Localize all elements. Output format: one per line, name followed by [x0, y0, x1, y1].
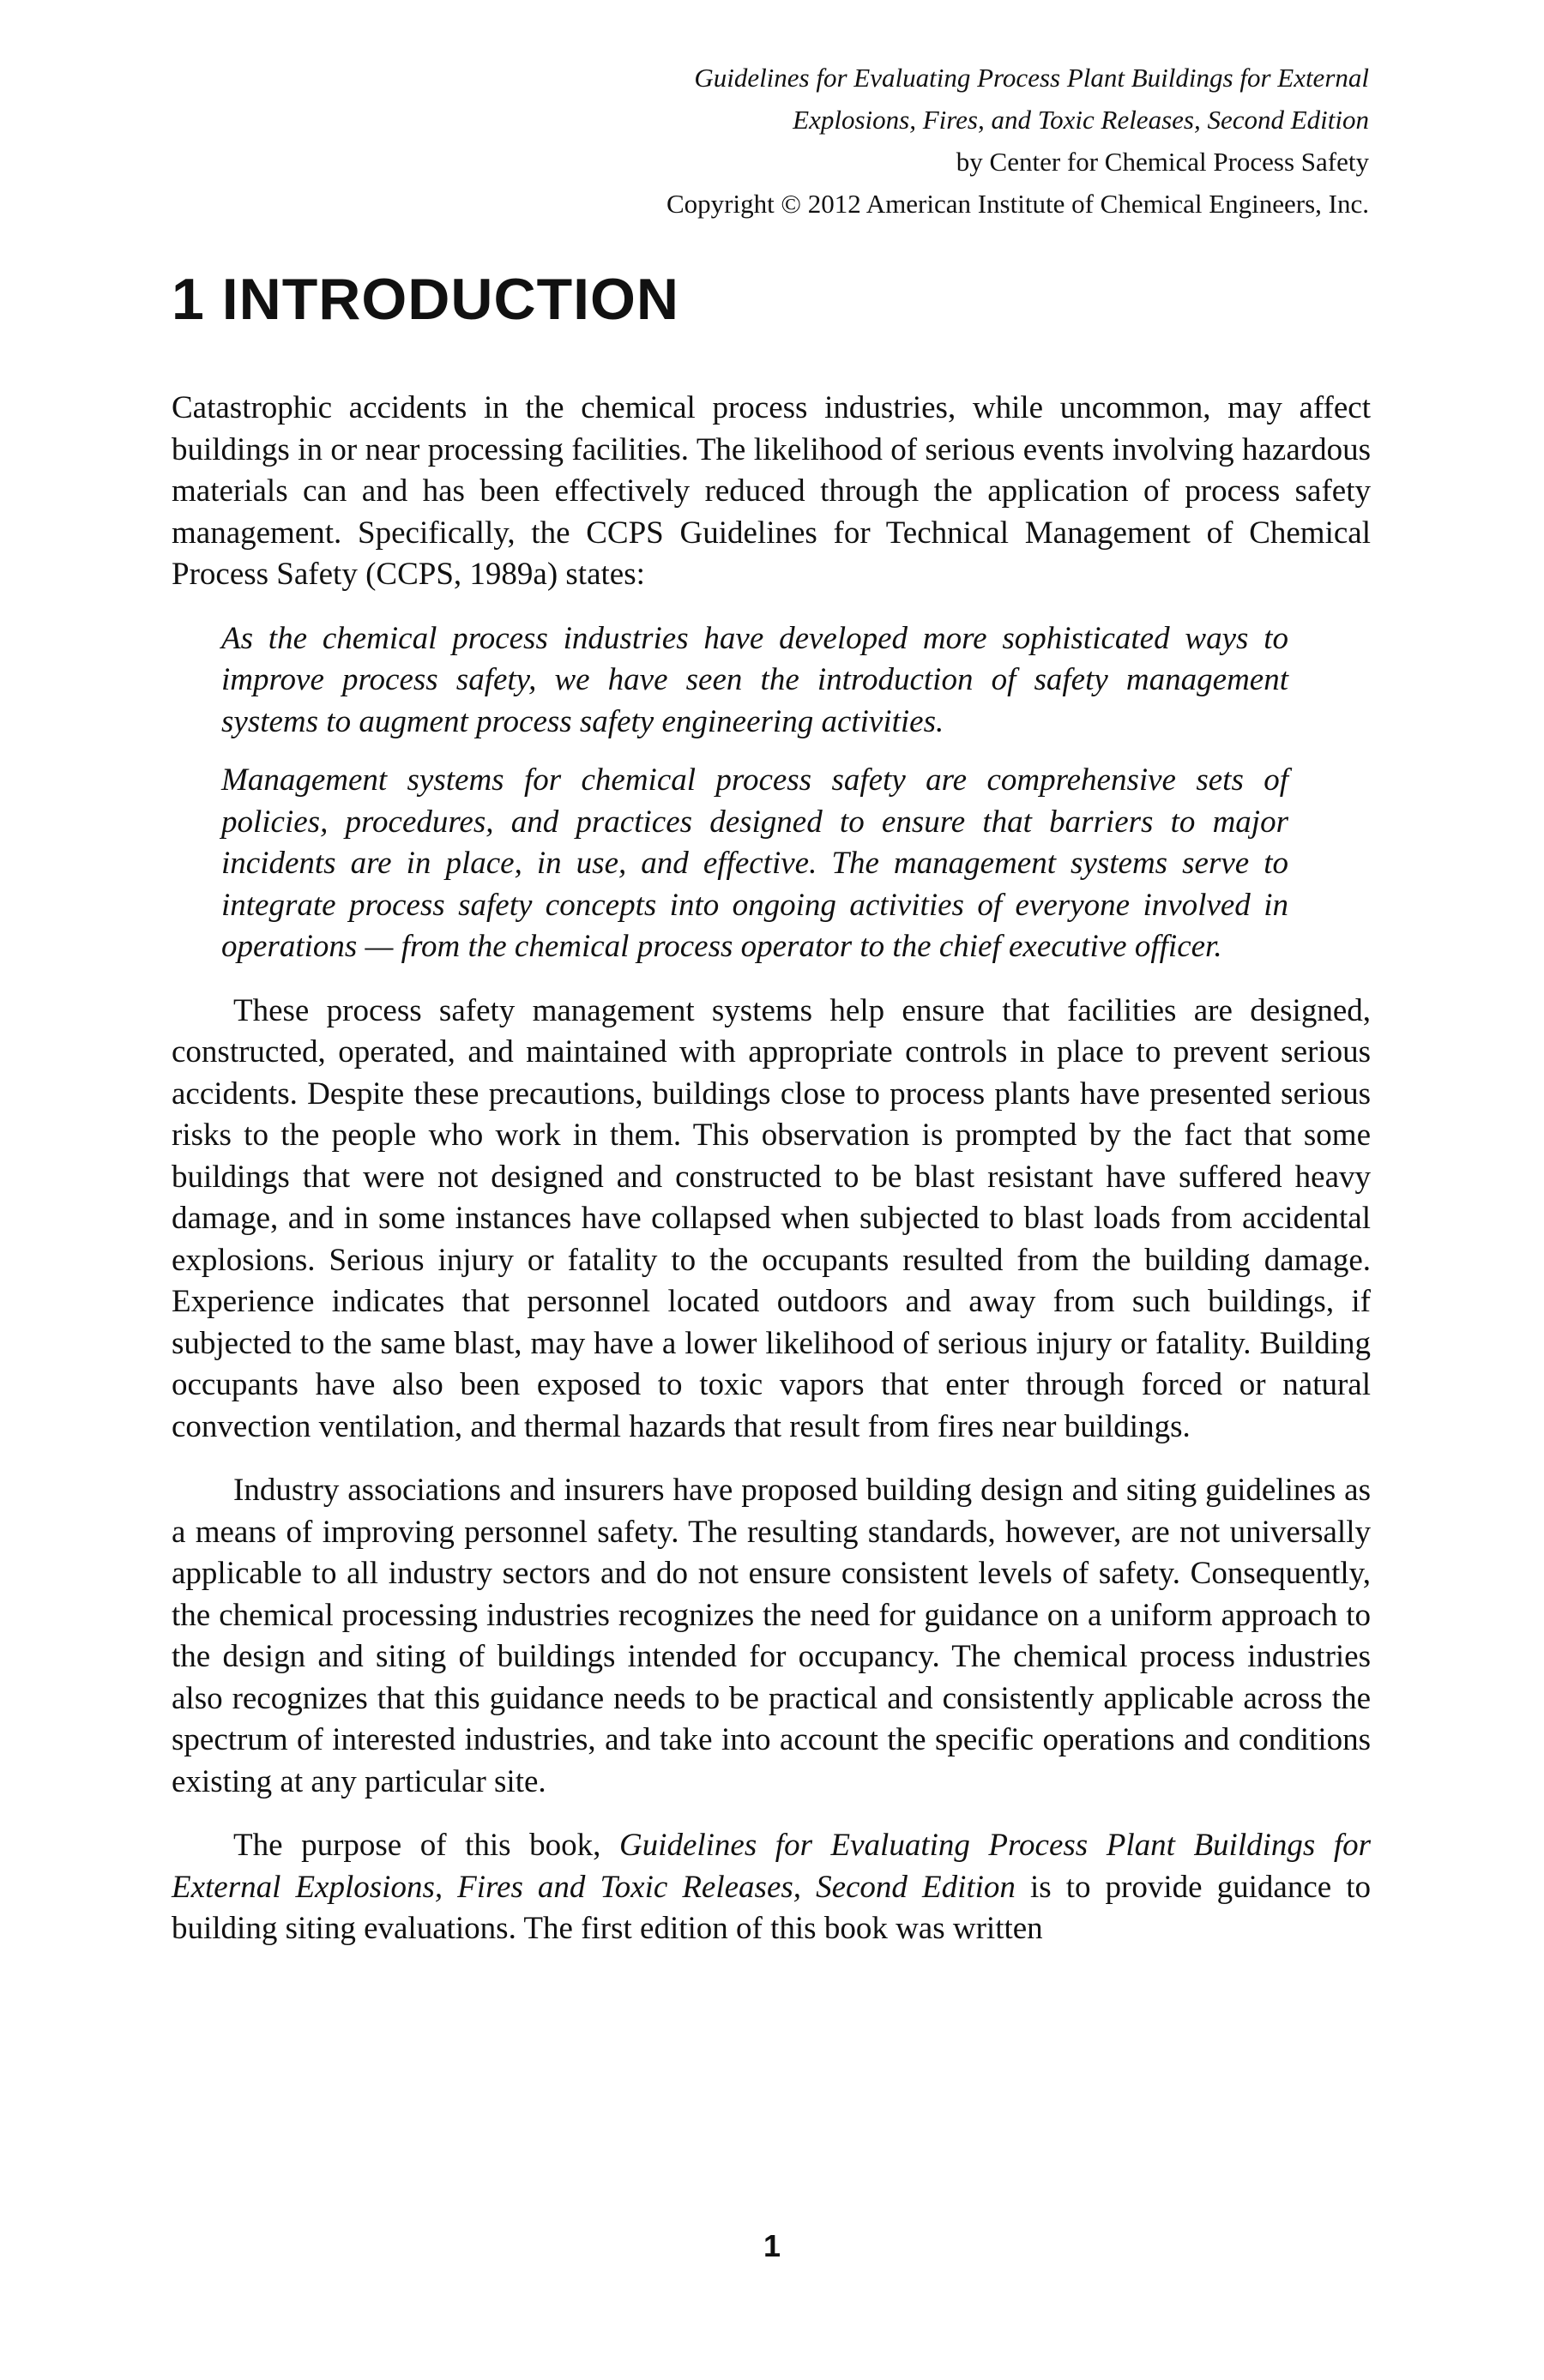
purpose-book-title: Guidelines for Evaluating Process Plant Buildings for External Explosions, Fires and Toxic Releases, Second Edition [172, 1828, 1372, 1905]
quote-paragraph-2: Management systems for chemical process safety are comprehensive sets of policies, procedures, and practices designed to ensure that barriers to major incidents are in place, in use, and effective. The management systems serve to integrate process safety concepts into ongoing activities of everyone involved in operations — from the chemical process operator to the chief executive officer. [221, 762, 1288, 964]
paragraph-purpose [172, 1825, 1371, 1950]
purpose-text-start: The purpose of this book, [233, 1828, 619, 1863]
running-header [340, 57, 1369, 225]
page-number: 1 [763, 2228, 781, 2263]
paragraph-safety-systems: These process safety management systems help ensure that facilities are designed, constructed, operated, and maintained with appropriate controls in place to prevent serious accidents. Despite these precautions, buildings close to process plants have presented serious risks to the people who work in them. This observation is prompted by the fact that some buildings that were not designed and constructed to be blast resistant have suffered heavy damage, and in some instances have collapsed when subjected to blast loads from accidental explosions. Serious injury or fatality to the occupants resulted from the building damage. Experience indicates that personnel located outdoors and away from such buildings, if subjected to the same blast, may have a lower likelihood of serious injury or fatality. Building occupants have also been exposed to toxic vapors that enter through forced or natural convection ventilation, and thermal hazards that result from fires near buildings. [172, 992, 1371, 1444]
block-quote [221, 618, 1288, 968]
quote-paragraph-1: As the chemical process industries have developed more sophisticated ways to improve process safety, we have seen the introduction of safety management systems to augment process safety engineering activities. [221, 620, 1288, 739]
purpose-text-end: is to provide guidance to building siting evaluations. The first edition of this book was written [172, 1869, 1371, 1946]
header-author: by Center for Chemical Process Safety [956, 147, 1369, 177]
chapter-title: 1 INTRODUCTION [172, 267, 679, 332]
header-book-title-line-2: Explosions, Fires, and Toxic Releases, Second Edition [793, 105, 1369, 135]
header-copyright: Copyright © 2012 American Institute of Chemical Engineers, Inc. [666, 189, 1369, 219]
paragraph-industry-associations: Industry associations and insurers have proposed building design and siting guidelines as a means of improving personnel safety. The resulting standards, however, are not universally applicable to all industry sectors and do not ensure consistent levels of safety. Consequently, the chemical processing industries recognizes the need for guidance on a uniform approach to the design and siting of buildings intended for occupancy. The chemical process industries also recognizes that this guidance needs to be practical and consistently applicable across the spectrum of interested industries, and take into account the specific operations and conditions existing at any particular site. [172, 1473, 1371, 1799]
paragraph-intro: Catastrophic accidents in the chemical process industries, while uncommon, may affect buildings in or near processing facilities. The likelihood of serious events involving hazardous materials can and has been effectively reduced through the application of process safety management. Specifically, the CCPS Guidelines for Technical Management of Chemical Process Safety (CCPS, 1989a) states: [172, 390, 1371, 592]
body-text [172, 388, 1371, 1950]
header-book-title-line-1: Guidelines for Evaluating Process Plant Buildings for External [694, 63, 1369, 93]
